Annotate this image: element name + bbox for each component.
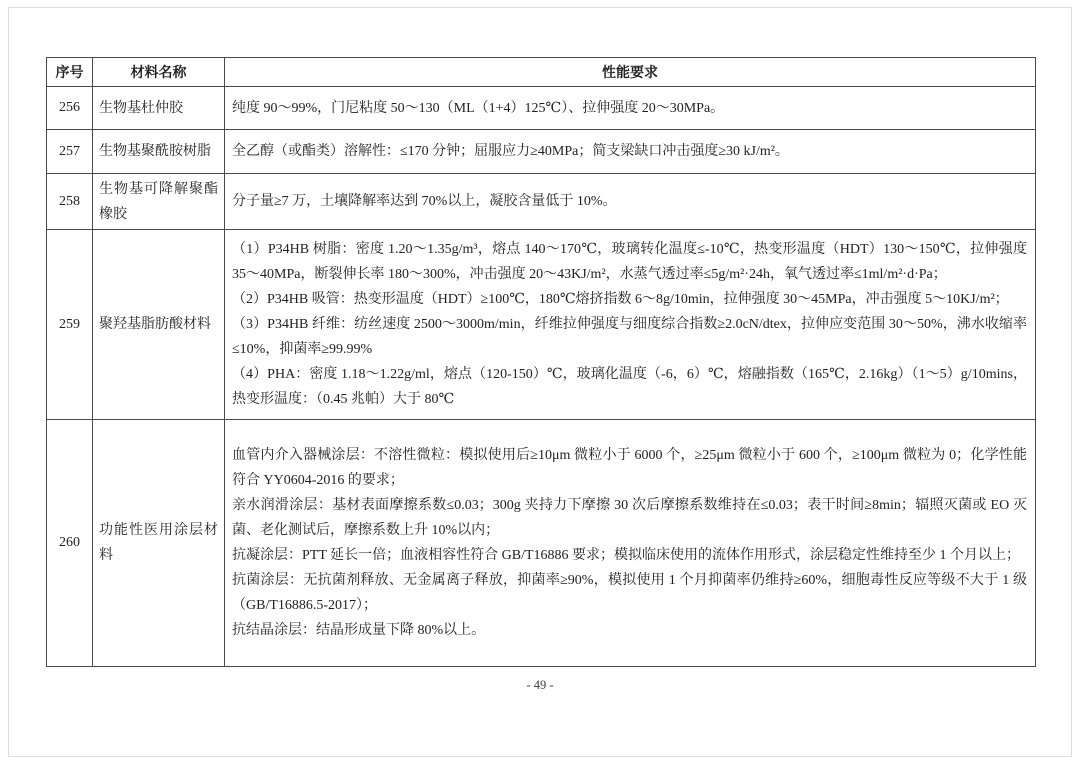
- requirements-cell: [225, 174, 1036, 230]
- page-number: - 49 -: [526, 678, 554, 692]
- material-name-cell: 生物基杜仲胶: [93, 87, 225, 130]
- requirement-paragraph: 纯度 90～99%，门尼粘度 50～130（ML（1+4）125℃）、拉伸强度 20～30MPa。: [232, 100, 725, 116]
- table-header-row: [47, 58, 1036, 87]
- requirements-cell: [225, 87, 1036, 130]
- serial-cell: 260: [47, 420, 93, 667]
- requirement-paragraph: 抗凝涂层：PTT 延长一倍；血液相容性符合 GB/T16886 要求；模拟临床使用的流体作用形式，涂层稳定性维持至少 1 个月以上；: [232, 548, 1021, 563]
- serial-cell: 257: [47, 130, 93, 174]
- requirement-paragraph: （4）PHA：密度 1.18～1.22g/ml，熔点（120-150）℃，玻璃化温度（-6，6）℃，熔融指数（165℃，2.16kg）（1～5）g/10mins，热变形温度：（0.45 兆帕）大于 80℃: [232, 367, 1027, 407]
- table-row: [47, 174, 1036, 230]
- material-name-cell: 聚羟基脂肪酸材料: [93, 230, 225, 420]
- requirement-paragraph: （2）P34HB 吸管：热变形温度（HDT）≥100℃，180℃熔挤指数 6～8g/10min，拉伸强度 30～45MPa，冲击强度 5～10KJ/m²；: [232, 292, 1009, 307]
- material-name-cell: 生物基聚酰胺树脂: [93, 130, 225, 174]
- requirement-paragraph: （1）P34HB 树脂：密度 1.20～1.35g/m³，熔点 140～170℃，玻璃转化温度≤-10℃，热变形温度（HDT）130～150℃，拉伸强度 35～40MPa，断裂伸长率 180～300%，冲击强度 20～43KJ/m²，水蒸气透过率≤5g/m²·24h，氧气透过率≤1ml/m²·d·Pa；: [232, 242, 1027, 282]
- requirements-cell: [225, 130, 1036, 174]
- requirement-paragraph: 血管内介入器械涂层：不溶性微粒：模拟使用后≥10μm 微粒小于 6000 个，≥25μm 微粒小于 600 个，≥100μm 微粒为 0；化学性能符合 YY0604-2016 的要求；: [232, 448, 1027, 488]
- table-row: [47, 230, 1036, 420]
- requirement-paragraph: （3）P34HB 纤维：纺丝速度 2500～3000m/min，纤维拉伸强度与细度综合指数≥2.0cN/dtex，拉伸应变范围 30～50%，沸水收缩率≤10%，抑菌率≥99.99%: [232, 317, 1027, 357]
- serial-cell: 256: [47, 87, 93, 130]
- table-row: [47, 87, 1036, 130]
- requirement-paragraph: 抗菌涂层：无抗菌剂释放、无金属离子释放，抑菌率≥90%，模拟使用 1 个月抑菌率仍维持≥60%，细胞毒性反应等级不大于 1 级（GB/T16886.5-2017）；: [232, 573, 1027, 613]
- serial-cell: 258: [47, 174, 93, 230]
- requirement-paragraph: 抗结晶涂层：结晶形成量下降 80%以上。: [232, 623, 486, 638]
- table-row: [47, 130, 1036, 174]
- material-name-cell: 功能性医用涂层材料: [93, 420, 225, 667]
- materials-table: [46, 57, 1036, 667]
- column-header-performance: 性能要求: [225, 58, 1036, 87]
- requirements-cell: [225, 420, 1036, 667]
- requirement-paragraph: 亲水润滑涂层：基材表面摩擦系数≤0.03；300g 夹持力下摩擦 30 次后摩擦系数维持在≤0.03；表干时间≥8min；辐照灭菌或 EO 灭菌、老化测试后，摩擦系数上升 10%以内；: [232, 498, 1027, 538]
- table-row: [47, 420, 1036, 667]
- column-header-serial: 序号: [47, 58, 93, 87]
- column-header-material-name: 材料名称: [93, 58, 225, 87]
- requirement-paragraph: 分子量≥7 万，土壤降解率达到 70%以上，凝胶含量低于 10%。: [232, 194, 617, 209]
- requirements-cell: [225, 230, 1036, 420]
- material-name-cell: 生物基可降解聚酯橡胶: [93, 174, 225, 230]
- serial-cell: 259: [47, 230, 93, 420]
- requirement-paragraph: 全乙醇（或酯类）溶解性：≤170 分钟；屈服应力≥40MPa；简支梁缺口冲击强度≥30 kJ/m²。: [232, 144, 789, 159]
